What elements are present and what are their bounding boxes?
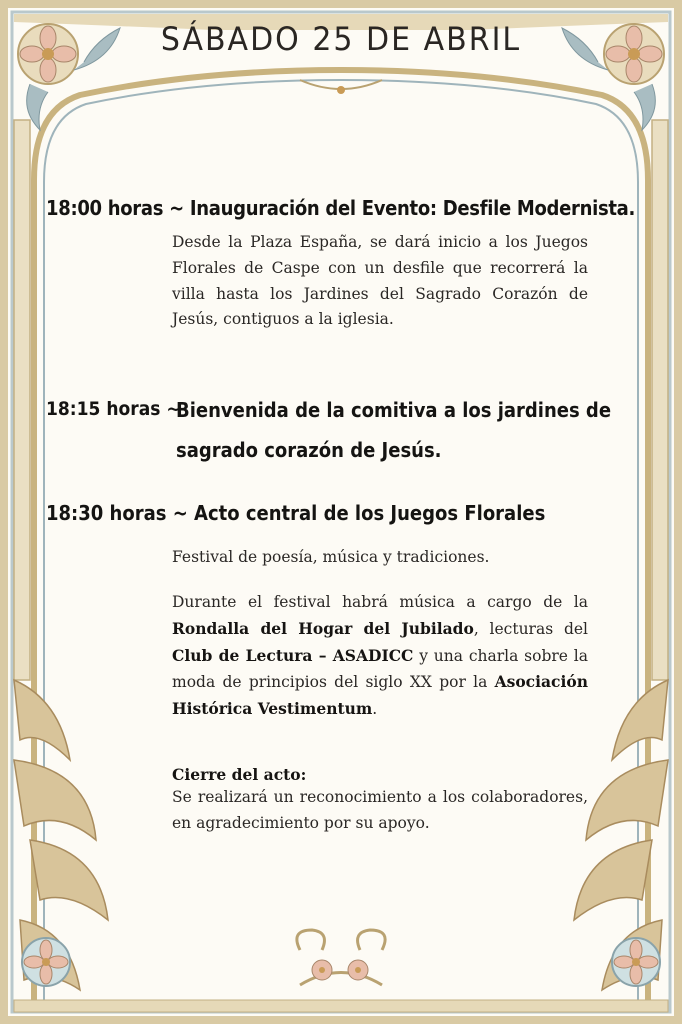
event-1-title: Inauguración del Evento: Desfile Modernista.: [189, 196, 636, 220]
detail-bold-club: Club de Lectura – ASADICC: [172, 645, 414, 665]
detail-bold-asociacion: Asociación Histórica Vestimentum: [172, 672, 588, 719]
event-2-time: 18:15 horas ~: [46, 398, 181, 420]
detail-bold-rondalla: Rondalla del Hogar del Jubilado: [172, 618, 474, 638]
event-3-title: Acto central de los Juegos Florales: [194, 501, 546, 525]
bottom-center-ornament-icon: [297, 930, 385, 985]
closing-label-text: Cierre del acto:: [172, 765, 307, 784]
bottom-left-flower-icon: [22, 938, 70, 986]
event-1-heading: [46, 196, 635, 220]
detail-text-2: , lecturas del: [473, 619, 588, 638]
event-1-description: Desde la Plaza España, se dará inicio a los Juegos Florales de Caspe con un desfile que recorrerá la villa hasta los Jardines del Sagrado Corazón de Jesús, contiguos a la iglesia.: [172, 233, 588, 329]
event-3-time: 18:30 horas ~: [46, 501, 188, 525]
bottom-right-flower-icon: [612, 938, 660, 986]
event-3-intro: Festival de poesía, música y tradiciones.: [172, 548, 490, 566]
closing-text: Se realizará un reconocimiento a los colaboradores, en agradecimiento por su apoyo.: [172, 788, 588, 832]
detail-text-3: y una charla sobre la moda de principios del siglo XX por la: [172, 646, 588, 692]
page-title: SÁBADO 25 DE ABRIL: [160, 20, 522, 59]
detail-text-4: .: [372, 700, 378, 719]
detail-text-1: Durante el festival habrá música a cargo de la: [172, 593, 588, 611]
event-1-time: 18:00 horas ~: [46, 196, 184, 220]
event-2-title-line2: sagrado corazón de Jesús.: [176, 438, 442, 462]
event-3-heading: [46, 501, 545, 525]
event-3-detail: [172, 590, 588, 723]
event-2-title-line1: Bienvenida de la comitiva a los jardines de: [176, 398, 612, 422]
